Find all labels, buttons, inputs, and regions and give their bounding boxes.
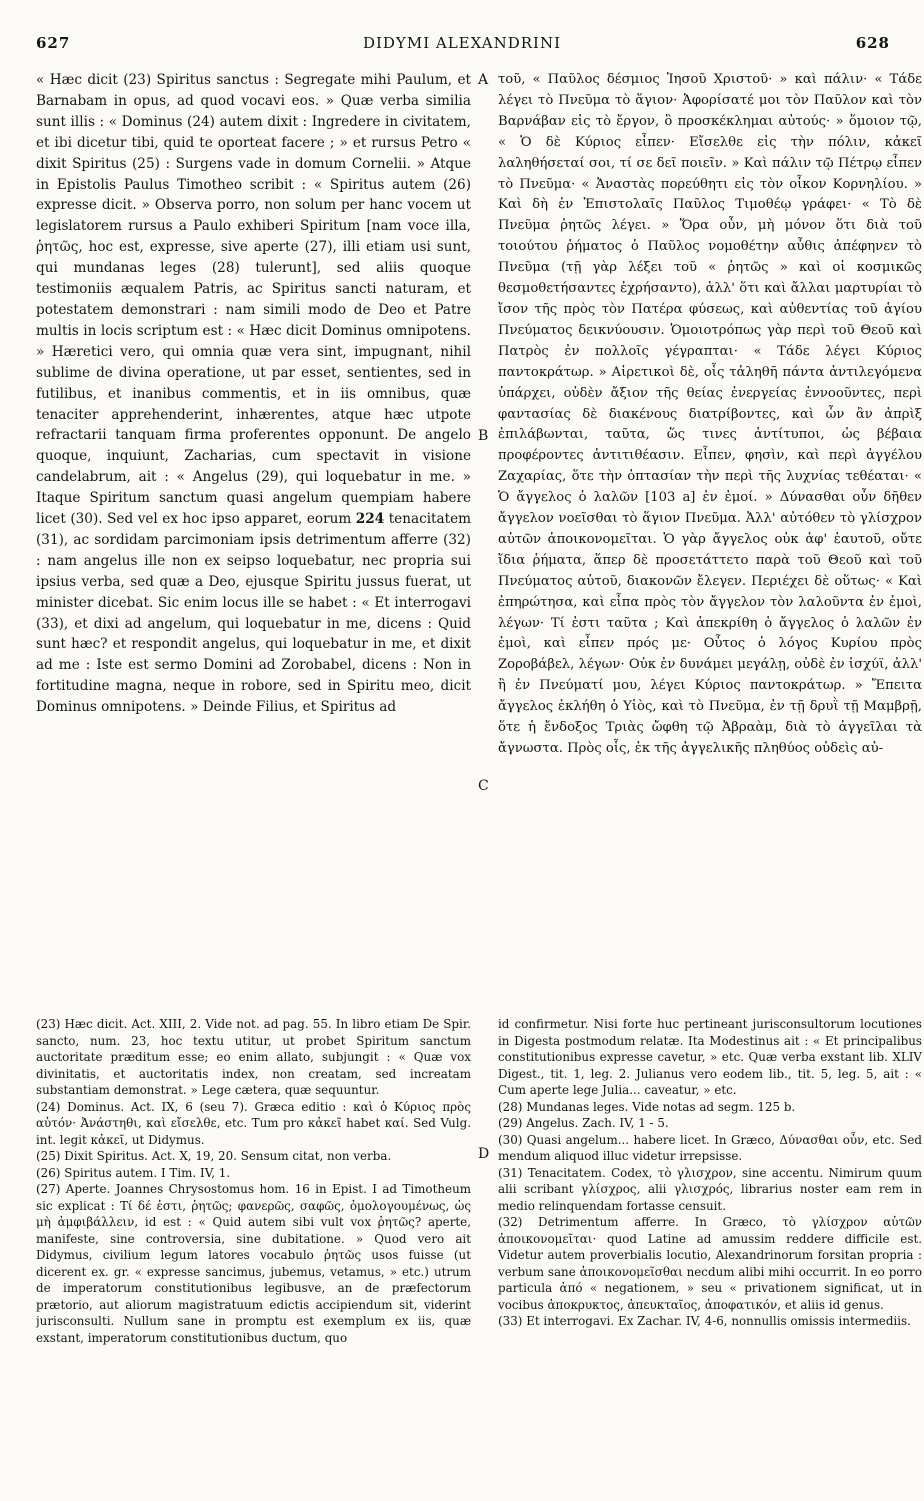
margin-letter-d: D xyxy=(478,1146,490,1162)
footnote: (23) Hæc dicit. Act. XIII, 2. Vide not. ad pag. 55. In libro etiam De Spir. sancto, num. 23, hoc textu utitur, ut probet Spiritum sanctum auctoritate præditum esse; eo enim allato, subjungit : « Quæ vox divinitatis, et auctoritatis index, non creatam, sed increatam substantiam demonstrat. » Lege cætera, quæ sequuntur. xyxy=(36,1017,471,1097)
footnote: (26) Spiritus autem. I Tim. IV, 1. xyxy=(36,1165,231,1180)
running-header xyxy=(22,12,902,52)
latin-column xyxy=(36,70,471,1010)
footnote: (25) Dixit Spiritus. Act. X, 19, 20. Sensum citat, non verba. xyxy=(36,1149,392,1163)
footnote: (31) Tenacitatem. Codex, τὸ γλισχρον, sine accentu. Nimirum quum alii scribant γλίσχρος, alii γλισχρός, librarius noster eam rem in medio relinquendam fortasse censuit. xyxy=(498,1165,922,1213)
margin-letter-c: C xyxy=(478,778,489,794)
margin-letter-b: B xyxy=(478,428,489,444)
latin-text xyxy=(36,70,471,718)
footnote: (29) Angelus. Zach. IV, 1 - 5. xyxy=(498,1116,669,1130)
inline-page-number: 224 xyxy=(355,511,385,528)
footnotes xyxy=(22,1016,922,1486)
page-number-right: 628 xyxy=(855,34,890,52)
footnote: (24) Dominus. Act. IX, 6 (seu 7). Græca editio : καὶ ὁ Κύριος πρὸς αὐτόν· Ἀνάστηθι, καὶ εἴσελθε, etc. Tum pro κἀκεῖ habet καί. Sed Vulg. int. legit κἀκεῖ, ut Didymus. xyxy=(36,1099,471,1147)
latin-text-a: « Hæc dicit (23) Spiritus sanctus : Segregate mihi Paulum, et Barnabam in opus, ad quod vocavi eos. » Quæ verba similia sunt illis : « Dominus (24) autem dixit : Ingredere in civitatem, et ibi dicetur tibi, quid te oporteat facere ; » et rursus Petro « dixit Spiritus (25) : Surgens vade in domum Cornelii. » Atque in Epistolis Paulus Timotheo scribit : « Spiritus autem (26) expresse dicit. » Observa porro, non solum per hanc vocem ut legislatorem rursus a Paulo exhiberi Spiritum [nam voce illa, ῥητῶς, hoc est, expresse, sive aperte (27), illi etiam usi sunt, qui mundanas leges (28) tulerunt], sed aliis quoque testimoniis æqualem Patris, ac Spiritus sancti naturam, et potestatem demonstrari : nam simili modo de Deo et Patre multis in locis scriptum est : « Hæc dicit Dominus omnipotens. » Hæretici vero, qui omnia quæ vera sint, impugnant, nihil sublime de divina operatione, ut par esset, sentientes, sed in futilibus, et inanibus commentis, et in iis omnibus, quæ tenaciter apprehenderint, inhærentes, atque hæc utpote refractarii tanquam firma proferentes opponunt. De angelo quoque, inquiunt, Zacharias, cum spectavit in visione candelabrum, ait : « Angelus (29), qui loquebatur in me. » Itaque Spiritum sanctum quasi angelum quempiam habere licet (30). Sed vel ex hoc ipso apparet, eorum xyxy=(36,72,471,528)
footnotes-right xyxy=(498,1016,922,1486)
page-number-left: 627 xyxy=(36,34,71,52)
latin-text-b: tenacitatem (31), ac sordidam parcimoniam ipsis detrimentum afferre (32) : nam angelus ille non ex seipso loquebatur, nec propria sui ipsius verba, sed quæ a Deo, ejusque Spiritu jussus fuerat, ut minister dicebat. Sic enim locus ille se habet : « Et interrogavi (33), et dixi ad angelum, qui loquebatur in me, dicens : Quid sunt hæc? et respondit angelus, qui loquebatur in me, et dixit ad me : Iste est sermo Domini ad Zorobabel, dicens : Non in fortitudine magna, neque in robore, sed in Spiritu meo, dicit Dominus omnipotens. » Deinde Filius, et Spiritus ad xyxy=(36,511,471,716)
footnote: (33) Et interrogavi. Ex Zachar. IV, 4-6, nonnullis omissis intermediis. xyxy=(498,1314,911,1328)
footnotes-left xyxy=(36,1016,471,1486)
footnote: (30) Quasi angelum... habere licet. In Græco, Δύνασθαι οὖν, etc. Sed mendum aliquod illuc videtur irrepsisse. xyxy=(498,1132,922,1163)
footnote: (32) Detrimentum afferre. In Græco, τὸ γλίσχρον αὐτῶν ἀποικονομεῖται· quod Latine ad amussim reddere difficile est. Videtur autem proverbialis locutio, Alexandrinorum forsitan propria : verbum sane ἀποικονομεῖσθαι necdum alibi mihi occurrit. In eo porro particula ἀπό « negationem, » seu « privationem significat, ut in vocibus ἀποκρυκτος, ἀπευκταῖος, ἀποφατικόν, et aliis id genus. xyxy=(498,1215,922,1312)
running-title: DIDYMI ALEXANDRINI xyxy=(362,34,562,52)
main-text xyxy=(22,70,922,1010)
footnote: (27) Aperte. Joannes Chrysostomus hom. 16 in Epist. I ad Timotheum sic explicat : Τί δέ ἐστι, ῥητῶς; φανερῶς, σαφῶς, ὁμολογουμένως, ὡς μὴ ἀμφιβάλλειν, id est : « Quid autem sibi vult vox ῥητῶς? aperte, manifeste, sine controversia, sine dubitatione. » Quod vero ait Didymus, civilium legum latores vocabulo ῥητῶς usos fuisse (ut dicerent ex. gr. « expresse sancimus, jubemus, vetamus, » etc.) utrum de imperatorum constitutionibus legibusve, an de præfectorum prætorio, aut aliorum magistratuum edictis accipiendum sit, viderint jurisconsulti. Nullum sane in promptu est exemplum ex iis, quæ exstant, imperatorum constitutionibus ductum, quo xyxy=(36,1182,471,1345)
footnote: id confirmetur. Nisi forte huc pertineant jurisconsultorum locutiones in Digesta postmodum relatæ. Ita Modestinus ait : « Et principalibus constitutionibus expresse cavetur, » etc. Quæ verba exstant lib. XLIV Digest., tit. 1, leg. 2. Julianus vero eodem lib., tit. 5, leg. 5, ait : « Cum aperte lege Julia... caveatur, » etc. xyxy=(498,1017,922,1097)
greek-text: τοῦ, « Παῦλος δέσμιος Ἰησοῦ Χριστοῦ· » καὶ πάλιν· « Τάδε λέγει τὸ Πνεῦμα τὸ ἅγιον· Ἀφορίσατέ μοι τὸν Παῦλον καὶ τὸν Βαρνάβαν εἰς τὸ ἔργον, ὃ προσκέκλημαι αὐτούς· » ὅμοιον τῷ, « Ὁ δὲ Κύριος εἶπεν· Εἴσελθε εἰς τὴν πόλιν, κἀκεῖ λαληθήσεταί σοι, τί σε δεῖ ποιεῖν. » Καὶ πάλιν τῷ Πέτρῳ εἶπεν τὸ Πνεῦμα· « Ἀναστὰς πορεύθητι εἰς τὸν οἶκον Κορνηλίου. » Καὶ δὴ ἐν Ἐπιστολαῖς Παῦλος Τιμοθέῳ γράφει· « Τὸ δὲ Πνεῦμα ῥητῶς λέγει. » Ὅρα οὖν, μὴ μόνον ὅτι διὰ τοῦ τοιούτου ῥήματος ὁ Παῦλος νομοθέτην αὖθις ἀπέφηνεν τὸ Πνεῦμα (τῇ γὰρ λέξει τοῦ « ῥητῶς » καὶ οἱ κοσμικῶς θεσμοθετήσαντες ἐχρήσαντο), ἀλλ' ὅτι καὶ ἄλλαι μαρτυρίαι τὸ ἴσον τῆς πρὸς τὸν Πατέρα φύσεως, καὶ αὐθεντίας τοῦ ἁγίου Πνεύματος δεικνύουσιν. Ὁμοιοτρόπως γὰρ περὶ τοῦ Θεοῦ καὶ Πατρὸς ἐν πολλοῖς γέγραπται· « Τάδε λέγει Κύριος παντοκράτωρ. » Αἱρετικοὶ δὲ, οἷς τἀληθῆ πάντα ἀντιλεγόμενα ὑπάρχει, οὐδὲν ἄξιον τῆς θείας ἐνεργείας ἐννοοῦντες, περὶ φαντασίας δὲ διακένους διατρίβοντες, καὶ ὧν ἂν ἀπρὶξ ἐπιλάβωνται, ταῦτα, ὥς τινες ἀντίτυποι, ὡς βέβαια προφέροντες ἀντιτιθέασιν. Εἶπεν, φησὶν, καὶ περὶ ἀγγέλου Ζαχαρίας, ὅτε τὴν ὀπτασίαν τὴν περὶ τῆς λυχνίας τεθέαται· « Ὁ ἄγγελος ὁ λαλῶν [103 a] ἐν ἐμοί. » Δύνασθαι οὖν δῆθεν ἄγγελον νοεῖσθαι τὸ ἅγιον Πνεῦμα. Ἀλλ' αὐτόθεν τὸ γλίσχρον αὐτῶν ἀποικονομεῖται. Ὁ γὰρ ἄγγελος οὐκ ἀφ' ἑαυτοῦ, οὔτε ἴδια ῥήματα, ἅπερ δὲ προσετάττετο παρὰ τοῦ Θεοῦ καὶ τοῦ Πνεύματος αὐτοῦ, διακονῶν ἔλεγεν. Περιέχει δὲ οὕτως· « Καὶ ἐπηρώτησα, καὶ εἶπα πρὸς τὸν ἄγγελον τὸν λαλοῦντα ἐν ἐμοὶ, λέγων· Τί ἐστι ταῦτα ; Καὶ ἀπεκρίθη ὁ ἄγγελος ὁ λαλῶν ἐν ἐμοὶ, καὶ εἶπεν πρός με· Οὗτος ὁ λόγος Κυρίου πρὸς Ζοροβάβελ, λέγων· Οὐκ ἐν δυνάμει μεγάλῃ, οὐδὲ ἐν ἰσχύϊ, ἀλλ' ἢ ἐν Πνεύματί μου, λέγει Κύριος παντοκράτωρ. » Ἔπειτα ἄγγελος ἐκλήθη ὁ Υἱὸς, καὶ τὸ Πνεῦμα, ἐν τῇ δρυῒ τῇ Μαμβρῇ, ὅτε ἡ ἔνδοξος Τριὰς ὤφθη τῷ Ἀβραὰμ, διὰ τὸ ἀγγεῖλαι τὰ ἄγνωστα. Πρὸς οἷς, ἐκ τῆς ἀγγελικῆς πληθύος οὐδεὶς αὐ- xyxy=(498,72,922,756)
greek-column xyxy=(498,70,922,1010)
margin-letter-a: A xyxy=(478,72,489,88)
footnote: (28) Mundanas leges. Vide notas ad segm. 125 b. xyxy=(498,1099,796,1114)
